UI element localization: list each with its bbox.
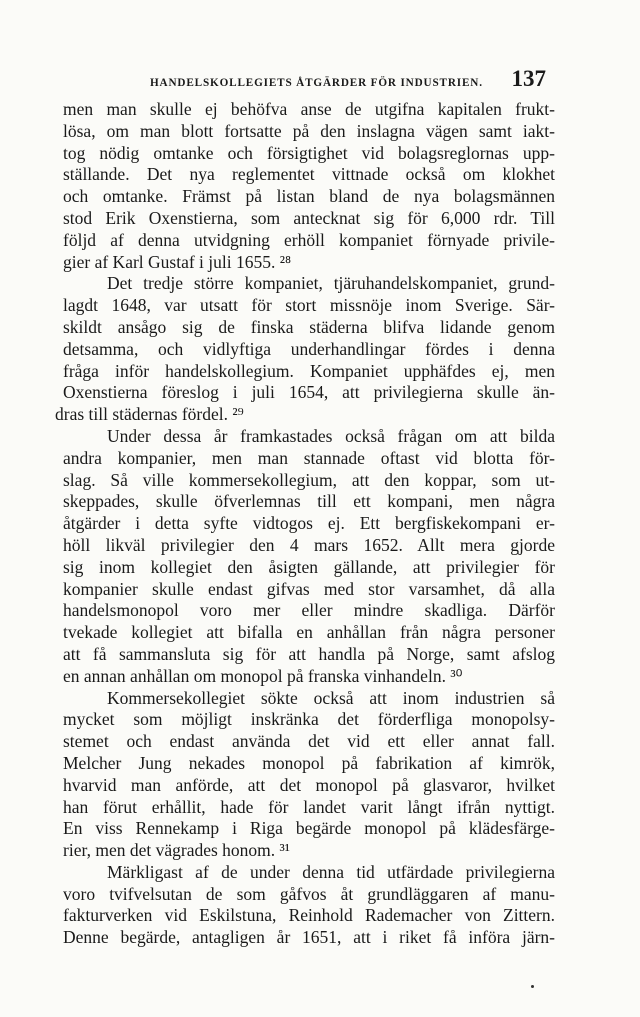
- body-text: [55, 99, 555, 949]
- text-line: åtgärder i detta syfte vidtogos ej. Ett bergfiskekompani er-: [63, 513, 555, 534]
- text-line: följd af denna utvidgning erhöll kompaniet förnyade privile-: [63, 229, 555, 250]
- text-line: stod Erik Oxenstierna, som antecknat sig för 6,000 rdr. Till: [63, 207, 555, 228]
- text-line: gier af Karl Gustaf i juli 1655. ²⁸: [63, 251, 292, 272]
- page-header: [150, 66, 546, 92]
- text-line: mycket som möjligt inskränka det förderfliga monopolsy-: [63, 709, 555, 730]
- text-line: detsamma, och vidlyftiga underhandlingar fördes i denna: [63, 338, 555, 359]
- text-line: handelsmonopol voro mer eller mindre skadliga. Därför: [63, 600, 555, 621]
- text-line: Denne begärde, antagligen år 1651, att i riket få införa järn-: [63, 927, 555, 948]
- text-line: slag. Så ville kommersekollegium, att den koppar, som ut-: [63, 469, 555, 490]
- text-line: skildt ansågo sig de finska städerna blifva lidande genom: [63, 316, 555, 337]
- text-line: dras till städernas fördel. ²⁹: [55, 404, 244, 425]
- text-line: han förut erhållit, hade för landet varit långt ifrån nyttigt.: [63, 796, 555, 817]
- text-line: Märkligast af de under denna tid utfärdade privilegierna: [107, 861, 555, 882]
- text-line: höll likväl privilegier den 4 mars 1652. Allt mera gjorde: [63, 534, 555, 555]
- text-line: ställande. Det nya reglementet vittnade också om klokhet: [63, 164, 555, 185]
- text-line: att få sammansluta sig för att handla på Norge, samt afslog: [63, 643, 555, 664]
- text-line: Under dessa år framkastades också frågan om att bilda: [107, 425, 555, 446]
- text-line: tog nödig omtanke och försigtighet vid bolagsreglornas upp-: [63, 142, 555, 163]
- text-line: En viss Rennekamp i Riga begärde monopol på klädesfärge-: [63, 818, 555, 839]
- text-line: lösa, om man blott fortsatte på den inslagna vägen samt iakt-: [63, 120, 555, 141]
- text-line: fråga inför handelskollegium. Kompaniet upphäfdes ej, men: [63, 360, 555, 381]
- text-line: och omtanke. Främst på listan bland de nya bolagsmännen: [63, 186, 555, 207]
- text-line: Kommersekollegiet sökte också att inom industrien så: [107, 687, 555, 708]
- text-line: lagdt 1648, var utsatt för stort missnöje inom Sverige. Sär-: [63, 295, 555, 316]
- text-line: voro tvifvelsutan de som gåfvos åt grundläggaren af manu-: [63, 883, 555, 904]
- text-line: men man skulle ej behöfva anse de utgifna kapitalen frukt-: [63, 99, 555, 119]
- text-line: hvarvid man anförde, att det monopol på glasvaror, hvilket: [63, 774, 555, 795]
- text-line: sig inom kollegiet den åsigten gällande, att privilegier för: [63, 556, 555, 577]
- text-line: en annan anhållan om monopol på franska vinhandeln. ³⁰: [63, 665, 463, 686]
- text-line: Oxenstierna föreslog i juli 1654, att privilegierna skulle än-: [63, 382, 555, 403]
- text-line: Melcher Jung nekades monopol på fabrikation af kimrök,: [63, 752, 555, 773]
- ink-speck: [531, 985, 534, 988]
- text-line: Det tredje större kompaniet, tjäruhandelskompaniet, grund-: [107, 273, 555, 294]
- text-line: andra kompanier, men man stannade oftast vid blotta för-: [63, 447, 555, 468]
- text-line: stemet och endast använda det vid ett eller annat fall.: [63, 731, 555, 752]
- text-line: fakturverken vid Eskilstuna, Reinhold Rademacher von Zittern.: [63, 905, 555, 926]
- text-line: skeppades, skulle öfverlemnas till ett kompani, men några: [63, 491, 555, 512]
- text-line: rier, men det vägrades honom. ³¹: [63, 840, 291, 861]
- text-line: kompanier skulle endast gifvas med stor varsamhet, då alla: [63, 578, 555, 599]
- page-number: 137: [511, 66, 546, 91]
- running-title: HANDELSKOLLEGIETS ÅTGÄRDER FÖR INDUSTRIEN.: [150, 77, 483, 89]
- text-line: tvekade kollegiet att bifalla en anhållan från några personer: [63, 622, 555, 643]
